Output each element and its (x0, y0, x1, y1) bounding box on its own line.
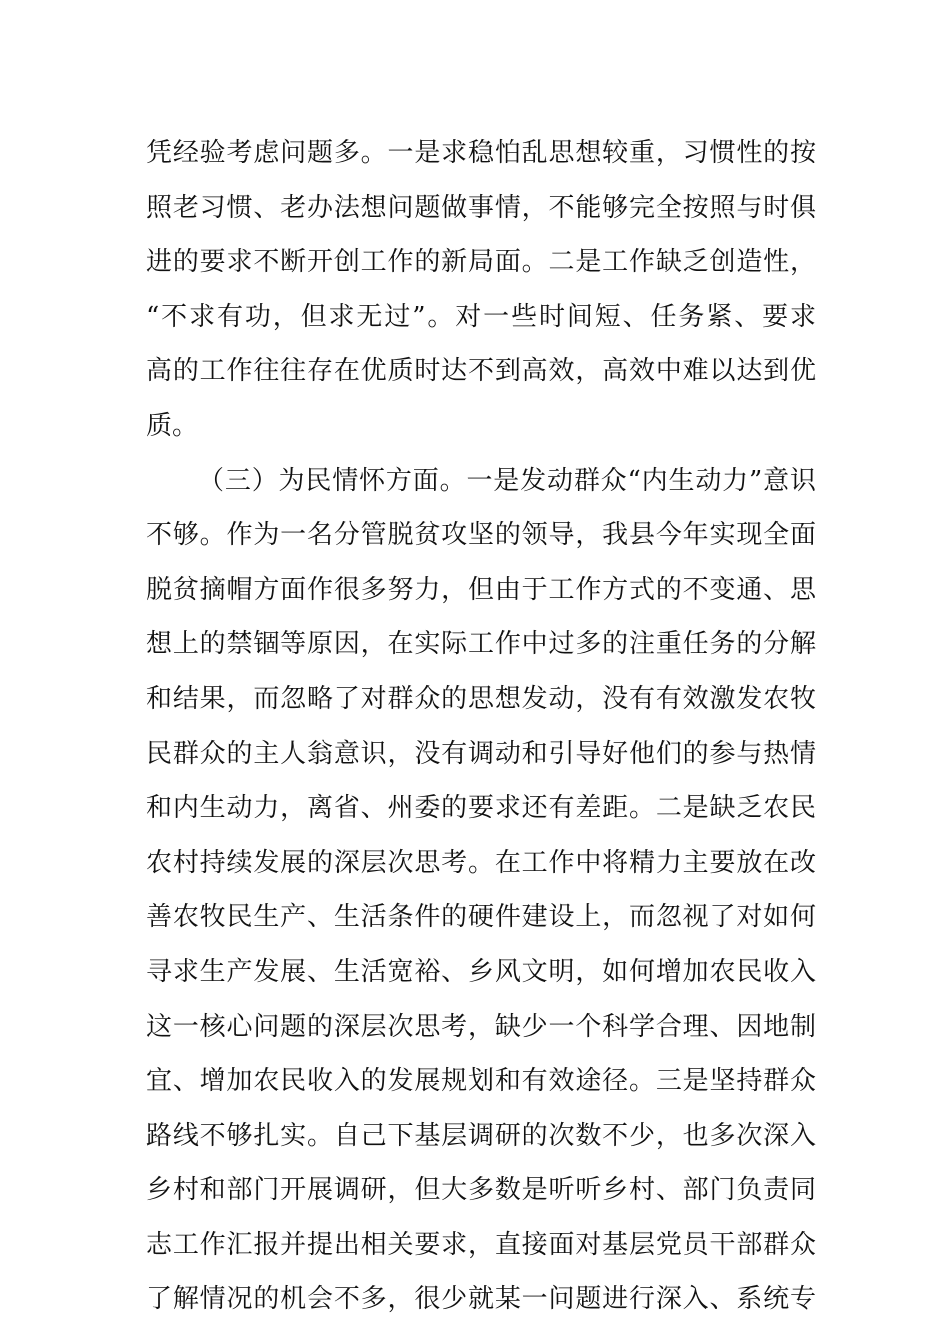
text-line: 宜、增加农民收入的发展规划和有效途径。三是坚持群众 (146, 1066, 816, 1097)
text-line: 农村持续发展的深层次思考。在工作中将精力主要放在改 (146, 847, 816, 878)
text-line: 进的要求不断开创工作的新局面。二是工作缺乏创造性， (146, 247, 816, 278)
section-heading-line: （三）为民情怀方面。一是发动群众“内生动力”意识 (198, 465, 816, 496)
text-line: 志工作汇报并提出相关要求，直接面对基层党员干部群众 (146, 1229, 816, 1260)
text-line: 路线不够扎实。自己下基层调研的次数不少，也多次深入 (146, 1120, 816, 1151)
text-line: 照老习惯、老办法想问题做事情，不能够完全按照与时俱 (146, 192, 816, 223)
text-line: 和结果，而忽略了对群众的思想发动，没有有效激发农牧 (146, 683, 816, 714)
text-line: 脱贫摘帽方面作很多努力，但由于工作方式的不变通、思 (146, 574, 816, 605)
text-line: 善农牧民生产、生活条件的硬件建设上，而忽视了对如何 (146, 902, 816, 933)
text-line: 这一核心问题的深层次思考，缺少一个科学合理、因地制 (146, 1011, 816, 1042)
text-line: 乡村和部门开展调研，但大多数是听听乡村、部门负责同 (146, 1175, 816, 1206)
text-line: 不够。作为一名分管脱贫攻坚的领导，我县今年实现全面 (146, 520, 816, 551)
text-line: “不求有功，但求无过”。对一些时间短、任务紧、要求 (146, 301, 816, 332)
body-text (146, 126, 816, 1327)
text-line: 质。 (146, 410, 199, 441)
text-line: 高的工作往往存在优质时达不到高效，高效中难以达到优 (146, 356, 816, 387)
text-line: 和内生动力，离省、州委的要求还有差距。二是缺乏农民 (146, 793, 816, 824)
text-line: 了解情况的机会不多，很少就某一问题进行深入、系统专 (146, 1284, 816, 1315)
text-line: 民群众的主人翁意识，没有调动和引导好他们的参与热情 (146, 738, 816, 769)
text-line: 想上的禁锢等原因，在实际工作中过多的注重任务的分解 (146, 629, 816, 660)
text-line: 凭经验考虑问题多。一是求稳怕乱思想较重，习惯性的按 (146, 138, 816, 168)
text-line: 寻求生产发展、生活宽裕、乡风文明，如何增加农民收入 (146, 956, 816, 987)
